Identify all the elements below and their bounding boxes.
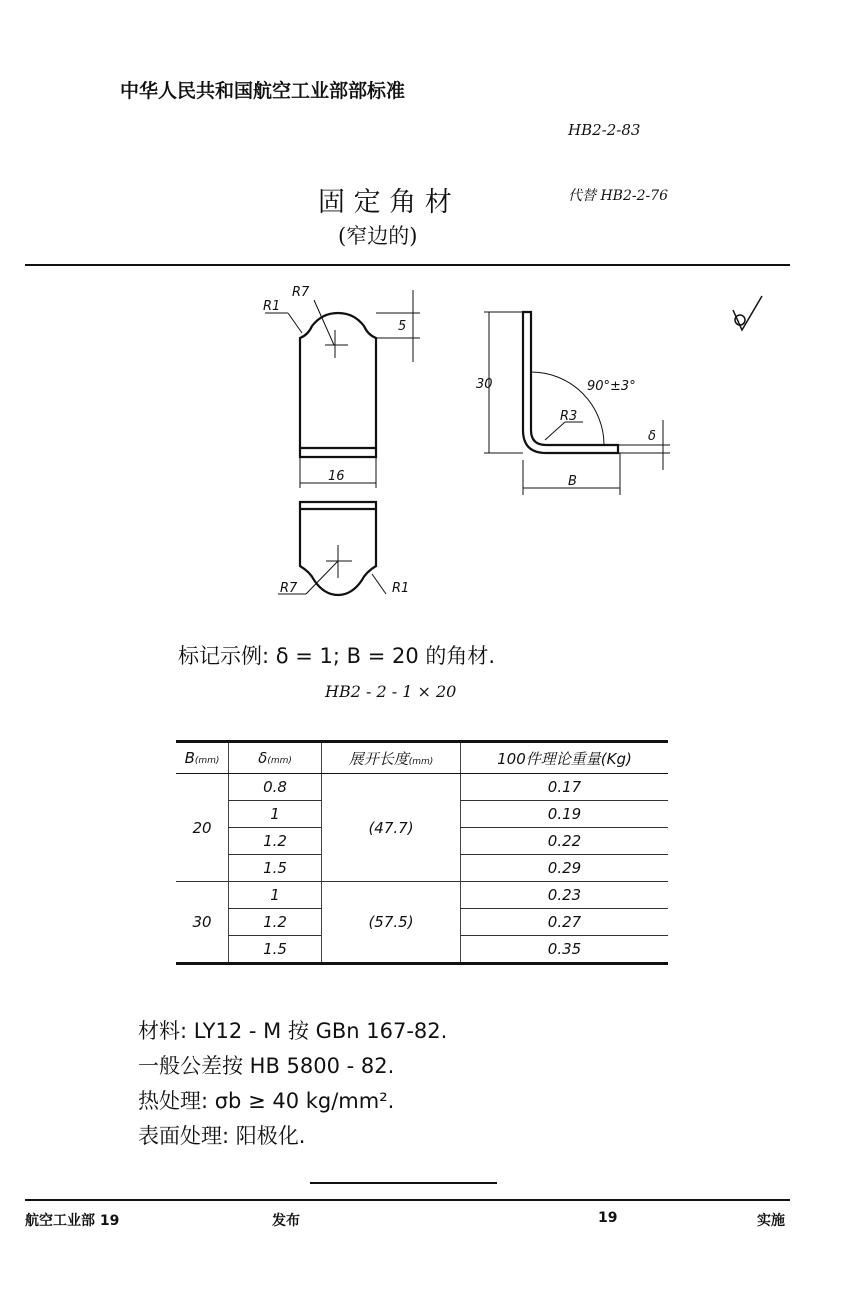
cell-weight: 0.27 — [461, 909, 669, 936]
cell-delta: 1.2 — [229, 828, 322, 855]
header-length: 展开长度 — [348, 749, 409, 768]
table-row — [176, 882, 668, 909]
footer-effective: 实施 — [757, 1213, 785, 1229]
label-r1-top: R1 — [263, 299, 281, 314]
spec-table — [176, 740, 668, 965]
note-material: 材料: LY12 - M 按 GBn 167-82. — [138, 1019, 448, 1043]
label-dim-30: 30 — [476, 377, 493, 392]
label-dim-b: B — [568, 474, 577, 489]
footer-issuer: 航空工业部 19 — [25, 1213, 120, 1229]
cell-weight: 0.35 — [461, 936, 669, 964]
table-header — [176, 742, 668, 774]
footer-year: 19 — [598, 1210, 618, 1226]
cell-weight: 0.23 — [461, 882, 669, 909]
page-subtitle: (窄边的) — [338, 224, 418, 248]
label-angle: 90°±3° — [587, 379, 636, 394]
table-row — [176, 774, 668, 801]
header-length-unit: (mm) — [408, 756, 434, 767]
label-r7-bottom: R7 — [280, 581, 298, 596]
note-surface-treatment: 表面处理: 阳极化. — [138, 1124, 306, 1148]
note-tolerance: 一般公差按 HB 5800 - 82. — [138, 1054, 395, 1078]
header-delta-unit: (mm) — [267, 756, 292, 766]
cell-weight: 0.19 — [461, 801, 669, 828]
label-r1-bottom: R1 — [392, 581, 410, 596]
cell-delta: 1.5 — [229, 855, 322, 882]
technical-drawing — [0, 0, 857, 620]
cell-b: 20 — [176, 774, 229, 882]
label-r7-top: R7 — [292, 285, 310, 300]
label-dim-16: 16 — [328, 469, 345, 484]
cell-weight: 0.29 — [461, 855, 669, 882]
footer-issued: 发布 — [272, 1213, 300, 1229]
marking-example: 标记示例: δ = 1; B = 20 的角材. — [178, 644, 496, 668]
label-r3: R3 — [560, 409, 578, 424]
header-weight: 100件理论重量(Kg) — [461, 742, 669, 774]
end-mark-line — [310, 1182, 497, 1184]
cell-delta: 1.5 — [229, 936, 322, 964]
note-heat-treatment: 热处理: σb ≥ 40 kg/mm². — [138, 1089, 395, 1113]
header-b-unit: (mm) — [194, 756, 220, 766]
cell-delta: 1 — [229, 801, 322, 828]
top-view-outline — [300, 313, 376, 457]
page-title: 固 定 角 材 — [318, 187, 452, 218]
org-standard-heading: 中华人民共和国航空工业部部标准 — [120, 80, 406, 102]
cell-delta: 0.8 — [229, 774, 322, 801]
cell-delta: 1.2 — [229, 909, 322, 936]
header-b: B — [184, 749, 195, 767]
cell-length: (57.5) — [322, 882, 461, 964]
cell-b: 30 — [176, 882, 229, 964]
cell-length: (47.7) — [322, 774, 461, 882]
header-delta: δ — [258, 749, 268, 767]
roughness-icon — [733, 296, 762, 330]
cell-weight: 0.17 — [461, 774, 669, 801]
label-dim-5: 5 — [398, 319, 407, 334]
standard-number: HB2-2-83 — [568, 121, 641, 139]
marking-code: HB2 - 2 - 1 × 20 — [325, 682, 457, 701]
cell-delta: 1 — [229, 882, 322, 909]
replaces-standard: 代替 HB2-2-76 — [568, 188, 669, 204]
label-delta: δ — [648, 429, 656, 444]
cell-weight: 0.22 — [461, 828, 669, 855]
footer-divider — [25, 1199, 790, 1201]
